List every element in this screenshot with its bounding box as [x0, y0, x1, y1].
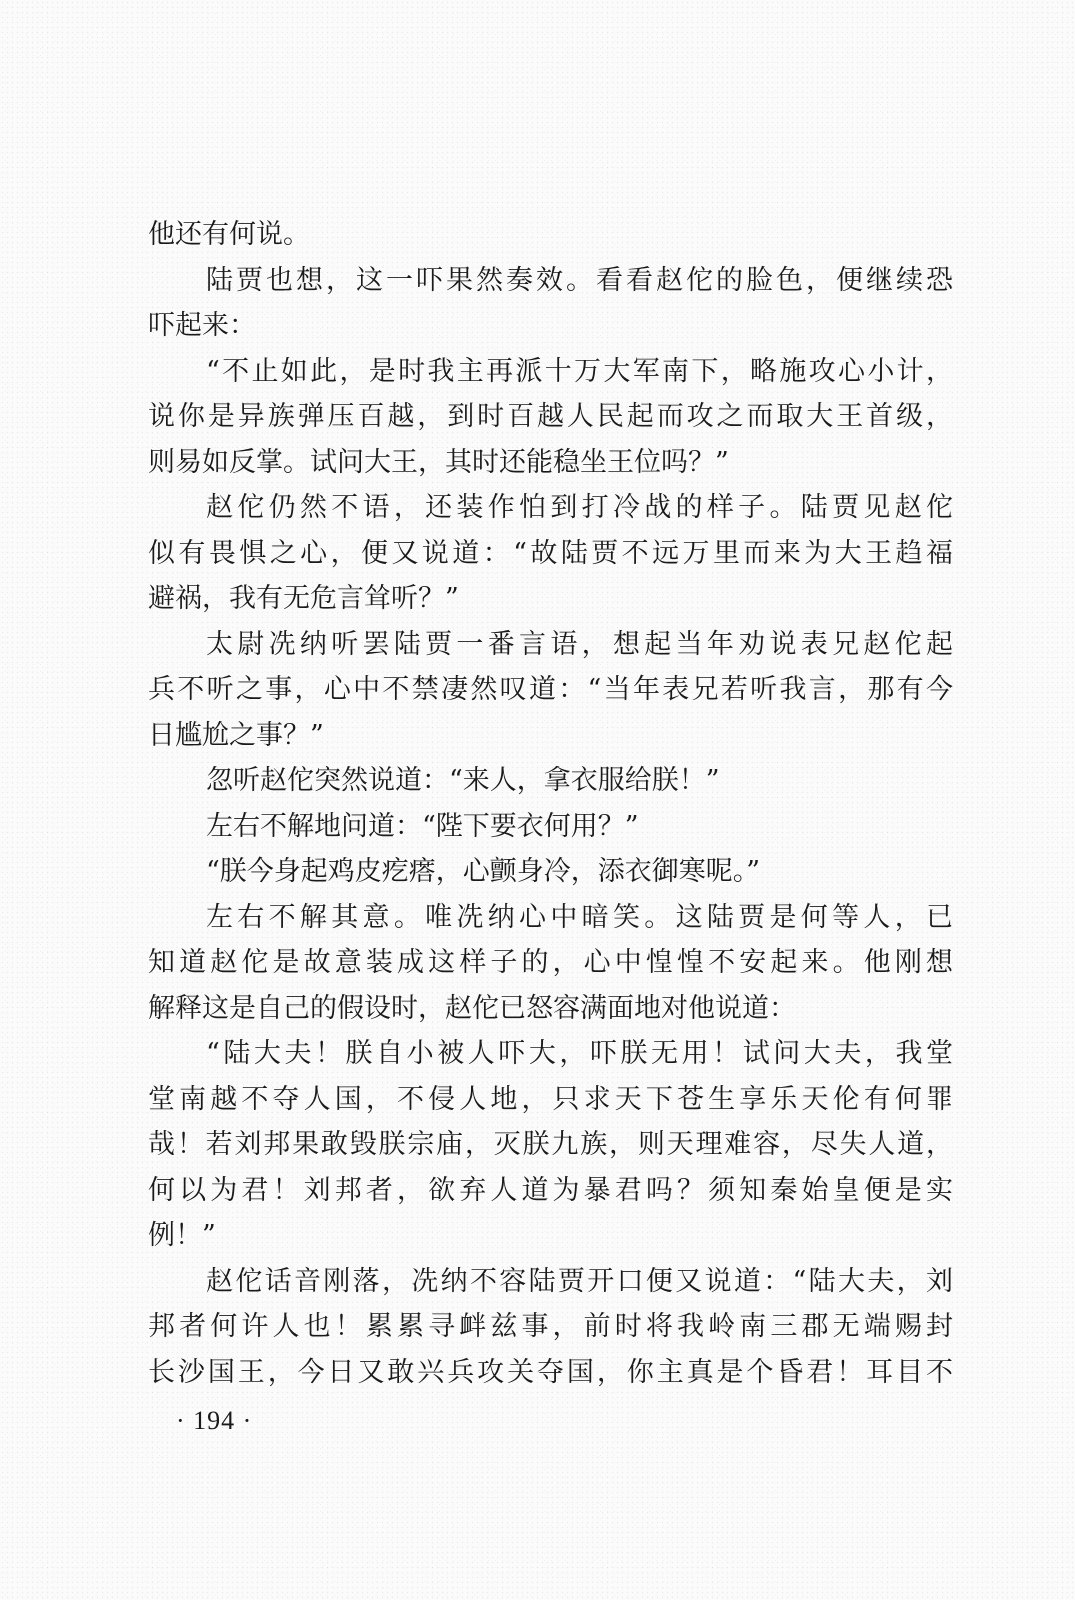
text-line: “不止如此，是时我主再派十万大军南下，略施攻心小计，	[206, 355, 953, 387]
text-line: 知道赵佗是故意装成这样子的，心中惶惶不安起来。他刚想	[148, 947, 953, 978]
body-text	[148, 212, 953, 1395]
text-line: 则易如反掌。试问大王，其时还能稳坐王位吗？”	[148, 446, 729, 478]
text-line: 邦者何许人也！累累寻衅兹事，前时将我岭南三郡无端赐封	[148, 1311, 953, 1342]
text-line: “陆大夫！朕自小被人吓大，吓朕无用！试问大夫，我堂	[206, 1038, 953, 1069]
text-line: 长沙国王，今日又敢兴兵攻关夺国，你主真是个昏君！耳目不	[148, 1356, 953, 1388]
page-number: · 194 ·	[176, 1406, 253, 1435]
text-line: 日尴尬之事？”	[148, 719, 324, 751]
text-line: 左右不解其意。唯冼纳心中暗笑。这陆贾是何等人，已	[206, 901, 953, 933]
text-line: 解释这是自己的假设时，赵佗已怒容满面地对他说道：	[148, 992, 796, 1024]
text-line: 赵佗话音刚落，冼纳不容陆贾开口便又说道：“陆大夫，刘	[206, 1265, 953, 1297]
text-line: 他还有何说。	[148, 219, 310, 250]
text-line: 太尉冼纳听罢陆贾一番言语，想起当年劝说表兄赵佗起	[206, 628, 953, 660]
text-line: 哉！若刘邦果敢毁朕宗庙，灭朕九族，则天理难容，尽失人道，	[148, 1129, 953, 1160]
text-line: 左右不解地问道：“陛下要衣何用？”	[206, 810, 639, 842]
text-line: 兵不听之事，心中不禁凄然叹道：“当年表兄若听我言，那有今	[148, 674, 953, 705]
text-line: 陆贾也想，这一吓果然奏效。看看赵佗的脸色，便继续恐	[206, 264, 953, 296]
text-line: 似有畏惧之心，便又说道：“故陆贾不远万里而来为大王趋福	[148, 537, 953, 569]
text-line: 何以为君！刘邦者，欲弃人道为暴君吗？须知秦始皇便是实	[148, 1174, 953, 1206]
text-line: 堂南越不夺人国，不侵人地，只求天下苍生享乐天伦有何罪	[148, 1083, 953, 1115]
text-line: “朕今身起鸡皮疙瘩，心颤身冷，添衣御寒呢。”	[206, 856, 761, 887]
text-line: 忽听赵佗突然说道：“来人，拿衣服给朕！”	[206, 765, 720, 796]
text-line: 说你是异族弹压百越，到时百越人民起而攻之而取大王首级，	[148, 401, 953, 432]
text-line: 避祸，我有无危言耸听？”	[148, 583, 459, 614]
text-line: 赵佗仍然不语，还装作怕到打冷战的样子。陆贾见赵佗	[206, 492, 953, 523]
text-line: 吓起来：	[148, 310, 256, 341]
text-line: 例！”	[148, 1220, 216, 1251]
